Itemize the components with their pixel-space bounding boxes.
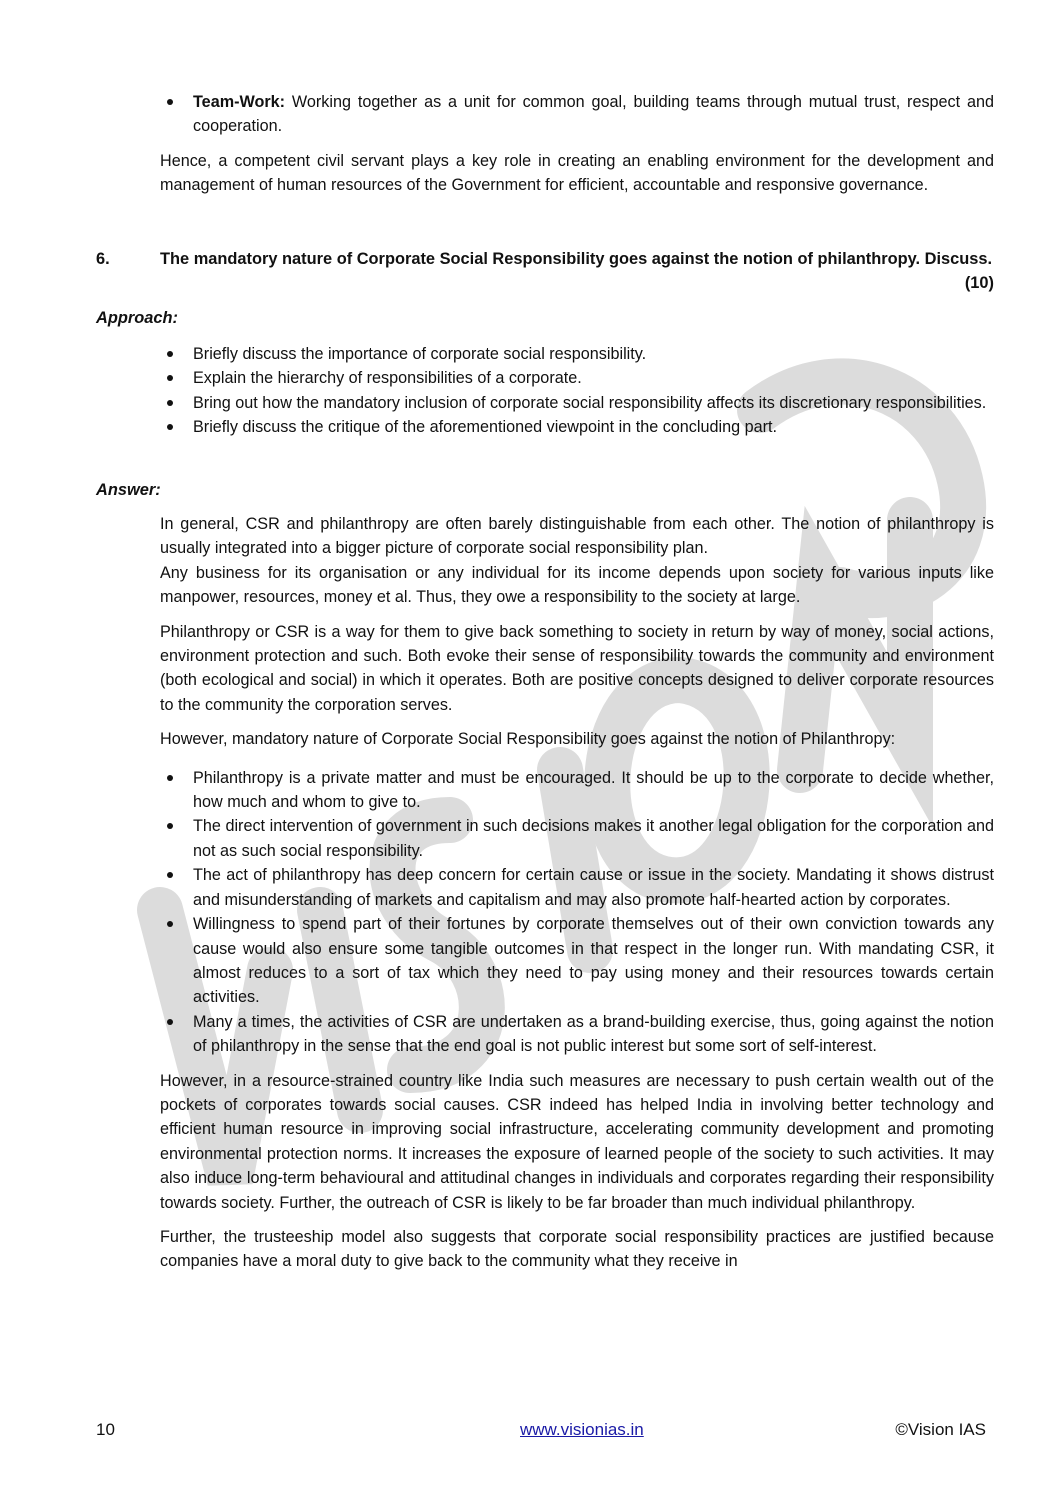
answer-label: Answer:	[96, 481, 161, 499]
page-footer	[96, 1420, 986, 1444]
approach-item: Briefly discuss the critique of the aforementioned viewpoint in the concluding part.	[160, 415, 994, 439]
question-marks: (10)	[964, 274, 994, 293]
question-heading	[96, 247, 994, 296]
approach-item: Explain the hierarchy of responsibilities of a corporate.	[160, 366, 994, 390]
answer-point: Philanthropy is a private matter and must be encouraged. It should be up to the corporate to decide whether, how much and whom to give to.	[160, 766, 994, 815]
website-link[interactable]: www.visionias.in	[520, 1420, 644, 1439]
answer-paragraph-2: Philanthropy or CSR is a way for them to give back something to society in return by way of money, social actions, environment protection and such. Both evoke their sense of responsibility towards the community and environment (both ecological and social) in which it operates. Both are positive concepts designed to deliver corporate resources to the community the corporation serves.	[160, 622, 994, 714]
answer-paragraph-3: However, mandatory nature of Corporate Social Responsibility goes against the notion of Philanthropy:	[160, 730, 896, 749]
approach-item: Bring out how the mandatory inclusion of corporate social responsibility affects its discretionary responsibilities.	[160, 391, 994, 415]
bullet-text: Working together as a unit for common goal, building teams through mutual trust, respect and cooperation.	[193, 93, 994, 136]
bullet-lead: Team-Work:	[193, 93, 286, 111]
question-text: The mandatory nature of Corporate Social Responsibility goes against the notion of philanthropy. Discuss.	[160, 250, 993, 268]
question-number: 6.	[96, 250, 110, 268]
bullet-team-work	[160, 90, 994, 139]
page-number: 10	[96, 1420, 115, 1439]
answer-points	[160, 766, 994, 1059]
answer-point: The direct intervention of government in such decisions makes it another legal obligation for the corporation and not as such social responsibility.	[160, 814, 994, 863]
prev-section	[160, 90, 994, 208]
answer-paragraph-1a: In general, CSR and philanthropy are often barely distinguishable from each other. The notion of philanthropy is usually integrated into a bigger picture of corporate social responsibility plan.	[160, 515, 994, 558]
answer-paragraph-1b: Any business for its organisation or any individual for its income depends upon society for various inputs like manpower, resources, money et al. Thus, they owe a responsibility to the society at large.	[160, 563, 994, 607]
approach-list	[160, 342, 994, 440]
answer-paragraph-4: However, in a resource-strained country like India such measures are necessary to push certain wealth out of the pockets of corporates towards social causes. CSR indeed has helped India in involving better technology and efficient human resource in improving social infrastructure, accelerating community development and promoting environmental protection norms. It increases the exposure of learned people of the society to such activities. It may also induce long-term behavioural and attitudinal changes in individuals and corporates regarding their responsibility towards society. Further, the outreach of CSR is likely to be far broader than much individual philanthropy.	[160, 1071, 994, 1212]
answer-point: Willingness to spend part of their fortunes by corporate themselves out of their own conviction towards any cause would also ensure some tangible outcomes in that respect in the longer run. With mandating CSR, it almost reduces to a sort of tax which they need to pay using money and their resources towards certain activities.	[160, 912, 994, 1010]
copyright: ©Vision IAS	[895, 1420, 986, 1439]
approach-item: Briefly discuss the importance of corporate social responsibility.	[160, 342, 994, 366]
answer-point: Many a times, the activities of CSR are undertaken as a brand-building exercise, thus, going against the notion of philanthropy in the sense that the end goal is not public interest but some sort of self-interest.	[160, 1010, 994, 1059]
answer-point: The act of philanthropy has deep concern for certain cause or issue in the society. Mandating it shows distrust and misunderstanding of markets and capitalism and may also promote half-hearted action by corporates.	[160, 863, 994, 912]
answer-body	[160, 512, 994, 1284]
approach-label: Approach:	[96, 309, 178, 327]
answer-paragraph-5: Further, the trusteeship model also suggests that corporate social responsibility practices are justified because companies have a moral duty to give back to the community what they receive in	[160, 1227, 994, 1271]
conclusion-paragraph: Hence, a competent civil servant plays a key role in creating an enabling environment for the development and management of human resources of the Government for efficient, accountable and responsive governance.	[160, 151, 994, 195]
